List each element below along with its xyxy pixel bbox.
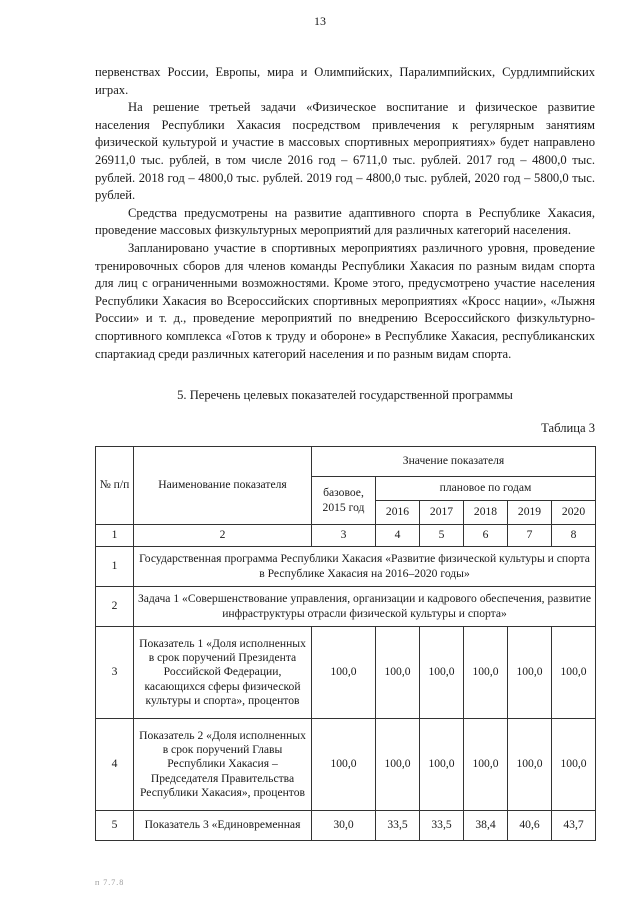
value-2017: 33,5 xyxy=(420,811,464,841)
section-title: 5. Перечень целевых показателей государственной программы xyxy=(177,388,513,402)
value-2018: 100,0 xyxy=(464,719,508,811)
col-number: 4 xyxy=(376,525,420,547)
col-number: 8 xyxy=(552,525,596,547)
value-2016: 33,5 xyxy=(376,811,420,841)
page-number: 13 xyxy=(314,14,326,28)
program-title: Государственная программа Республики Хакасия «Развитие физической культуры и спорта в Республике Хакасия на 2016–2020 годы» xyxy=(134,547,596,587)
indicator-name: Показатель 1 «Доля исполненных в срок поручений Президента Российской Федерации, касающихся сферы физической культуры и спорта», процентов xyxy=(134,627,312,719)
value-base: 30,0 xyxy=(312,811,376,841)
value-base: 100,0 xyxy=(312,627,376,719)
value-2019: 100,0 xyxy=(508,627,552,719)
header-year: 2016 xyxy=(376,501,420,525)
header-year: 2019 xyxy=(508,501,552,525)
row-number: 3 xyxy=(96,627,134,719)
header-num: № п/п xyxy=(96,447,134,525)
indicators-table xyxy=(95,446,596,841)
column-number-row xyxy=(96,525,596,547)
value-2016: 100,0 xyxy=(376,719,420,811)
value-2018: 100,0 xyxy=(464,627,508,719)
indicator-name: Показатель 3 «Единовременная xyxy=(134,811,312,841)
row-number: 5 xyxy=(96,811,134,841)
table-row xyxy=(96,547,596,587)
body-text xyxy=(95,64,595,363)
footer-mark: п 7.7.8 xyxy=(95,878,125,887)
col-number: 2 xyxy=(134,525,312,547)
col-number: 3 xyxy=(312,525,376,547)
row-number: 4 xyxy=(96,719,134,811)
header-value: Значение показателя xyxy=(312,447,596,477)
col-number: 5 xyxy=(420,525,464,547)
paragraph-planned-events: Запланировано участие в спортивных мероприятиях различного уровня, проведение тренировочных сборов для членов команды Республики Хакасия по разным видам спорта для лиц с ограниченными возможностями. Кроме этого, предусмотрено участие населения Республики Хакасия во Всероссийских спортивных мероприятиях «Кросс нации», «Лыжня России» и т. д., проведение мероприятий по внедрению Всероссийского физкультурно-спортивного комплекса «Готов к труду и обороне» в Республике Хакасия, республиканских спартакиад среди различных категорий населения и по разным видам спорта. xyxy=(95,240,595,361)
value-base: 100,0 xyxy=(312,719,376,811)
paragraph-continuation: первенствах России, Европы, мира и Олимпийских, Паралимпийских, Сурдлимпийских играх. xyxy=(95,65,595,97)
table-row xyxy=(96,587,596,627)
table-label: Таблица 3 xyxy=(541,421,595,435)
row-number: 1 xyxy=(96,547,134,587)
value-2019: 40,6 xyxy=(508,811,552,841)
indicator-name: Показатель 2 «Доля исполненных в срок поручений Главы Республики Хакасия – Председателя Правительства Республики Хакасия», процентов xyxy=(134,719,312,811)
table-row xyxy=(96,719,596,811)
paragraph-adaptive-sport: Средства предусмотрены на развитие адаптивного спорта в Республике Хакасия, проведение массовых физкультурных мероприятий для различных категорий населения. xyxy=(95,205,595,238)
value-2016: 100,0 xyxy=(376,627,420,719)
col-number: 6 xyxy=(464,525,508,547)
value-2019: 100,0 xyxy=(508,719,552,811)
header-name: Наименование показателя xyxy=(134,447,312,525)
value-2020: 100,0 xyxy=(552,627,596,719)
header-year: 2018 xyxy=(464,501,508,525)
paragraph-task-three-funding: На решение третьей задачи «Физическое воспитание и физическое развитие населения Республики Хакасия посредством привлечения к регулярным занятиям физической культурой и участие в массовых спортивных мероприятиях» будет направлено 26911,0 тыс. рублей, в том числе 2016 год – 6711,0 тыс. рублей. 2017 год – 4800,0 тыс. рублей. 2018 год – 4800,0 тыс. рублей. 2019 год – 4800,0 тыс. рублей, 2020 год – 5800,0 тыс. рублей. xyxy=(95,100,595,203)
task-title: Задача 1 «Совершенствование управления, организации и кадрового обеспечения, развитие инфраструктуры отрасли физической культуры и спорта» xyxy=(134,587,596,627)
table-row xyxy=(96,811,596,841)
header-planned: плановое по годам xyxy=(376,477,596,501)
value-2018: 38,4 xyxy=(464,811,508,841)
header-base: базовое, 2015 год xyxy=(312,477,376,525)
row-number: 2 xyxy=(96,587,134,627)
col-number: 1 xyxy=(96,525,134,547)
value-2020: 43,7 xyxy=(552,811,596,841)
header-year: 2020 xyxy=(552,501,596,525)
table-row xyxy=(96,627,596,719)
col-number: 7 xyxy=(508,525,552,547)
value-2020: 100,0 xyxy=(552,719,596,811)
value-2017: 100,0 xyxy=(420,627,464,719)
value-2017: 100,0 xyxy=(420,719,464,811)
header-year: 2017 xyxy=(420,501,464,525)
